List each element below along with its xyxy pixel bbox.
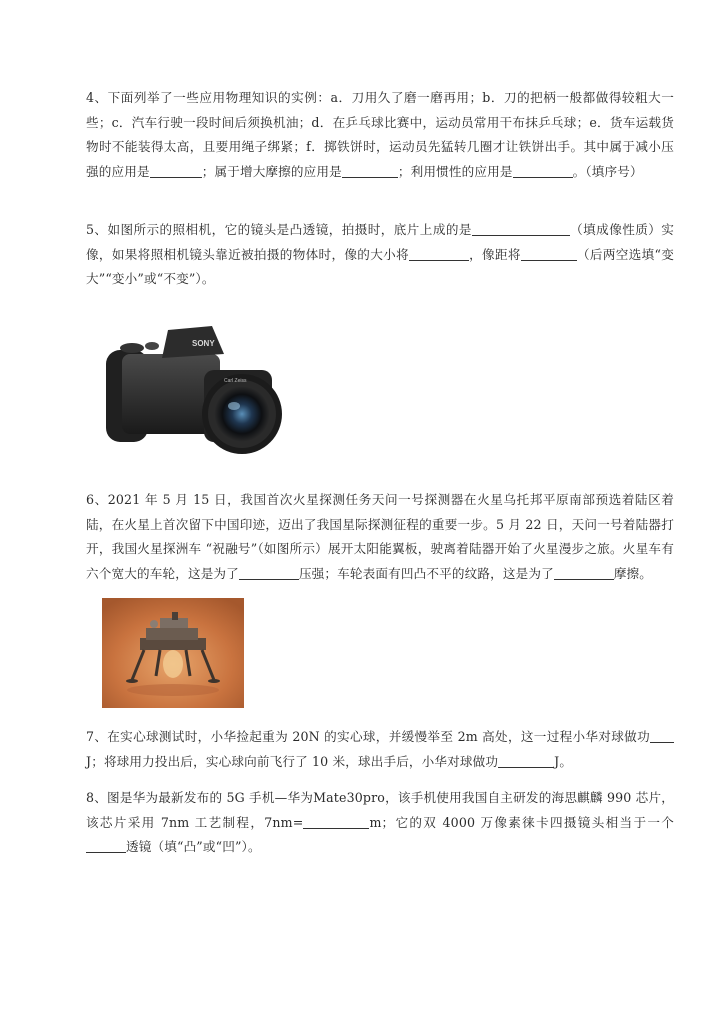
mars-lander-icon xyxy=(102,598,244,708)
question-6 xyxy=(86,488,674,586)
q6-text-2: 压强；车轮表面有凹凸不平的纹路，这是为了 xyxy=(298,565,554,581)
question-5 xyxy=(86,218,674,292)
q4-blank-2[interactable] xyxy=(342,163,398,178)
q7-text-1: 7、在实心球测试时，小华捡起重为 20N 的实心球，并缓慢举至 2m 高处，这一过程小华对球做功 xyxy=(86,729,650,744)
q7-text-3: J。 xyxy=(554,753,573,769)
q8-text-1: 8、图是华为最新发布的 5G 手机—华为Mate30pro，该手机使用我国自主研发的海思麒麟 990 芯片，该芯片采用 7nm 工艺制程，7nm= xyxy=(86,790,674,830)
q7-blank-2[interactable] xyxy=(498,753,554,768)
q5-text-3: ，像距将 xyxy=(468,246,521,262)
q6-blank-2[interactable] xyxy=(554,565,614,580)
q8-text-3: 透镜（填“凸”或“凹”）。 xyxy=(126,839,261,854)
q4-text-2: ；属于增大摩擦的应用是 xyxy=(201,163,342,179)
q6-text-1: 6、2021 年 5 月 15 日，我国首次火星探测任务天问一号探测器在火星乌托邦平原南部预选着陆区着陆，在火星上首次留下中国印迹，迈出了我国星际探测征程的重要一步。5 月 22 日，天问一号着陆器打开，我国火星探洲车 “祝融号”（如图所示）展开太阳能翼板，驶离着陆器开始了火星漫步之旅。火星车有六个宽大的车轮，这是为了 xyxy=(86,492,674,581)
q5-blank-2[interactable] xyxy=(409,246,469,261)
question-4 xyxy=(86,86,674,184)
q8-text-2: m；它的双 4000 万像素徕卡四摄镜头相当于一个 xyxy=(369,814,675,830)
lens-text: Carl Zeiss xyxy=(224,378,247,384)
camera-icon xyxy=(100,318,282,456)
q6-text-3: 摩擦。 xyxy=(613,565,653,581)
q5-blank-1[interactable] xyxy=(472,221,570,236)
q4-text-1: 4、下面列举了一些应用物理知识的实例：a．刀用久了磨一磨再用；b．刀的把柄一般都做得较粗大一些；c．汽车行驶一段时间后须换机油；d．在乒乓球比赛中，运动员常用干布抹乒乓球；e．货车运载货物时不能装得太高，且要用绳子绑紧；f．掷铁饼时，运动员先猛转几圈才让铁饼出手。其中属于减小压强的应用是 xyxy=(86,90,674,179)
q5-text-2: （填成像性质）实像，如果将照相机镜头靠近被拍摄的物体时，像的大小将 xyxy=(86,222,674,262)
camera-figure xyxy=(100,318,282,456)
mars-rover-figure xyxy=(102,598,244,708)
q5-text-1: 5、如图所示的照相机，它的镜头是凸透镜，拍摄时，底片上成的是 xyxy=(86,222,472,237)
q6-blank-1[interactable] xyxy=(239,565,299,580)
q8-blank-1[interactable] xyxy=(303,814,369,829)
q7-blank-1[interactable] xyxy=(650,728,674,743)
camera-brand: SONY xyxy=(192,339,215,348)
q4-blank-1[interactable] xyxy=(150,163,202,178)
q7-text-2: J；将球用力投出后，实心球向前飞行了 10 米，球出手后，小华对球做功 xyxy=(86,753,499,769)
q4-text-4: 。（填序号） xyxy=(572,163,643,179)
q5-blank-3[interactable] xyxy=(521,246,577,261)
question-7 xyxy=(86,725,674,774)
q4-text-3: ；利用惯性的应用是 xyxy=(397,163,513,179)
q5-text-4: （后两空选填“变大”“变小”或“不变”）。 xyxy=(86,246,675,286)
question-8 xyxy=(86,786,674,860)
q4-blank-3[interactable] xyxy=(513,163,573,178)
q8-blank-2[interactable] xyxy=(86,838,126,853)
